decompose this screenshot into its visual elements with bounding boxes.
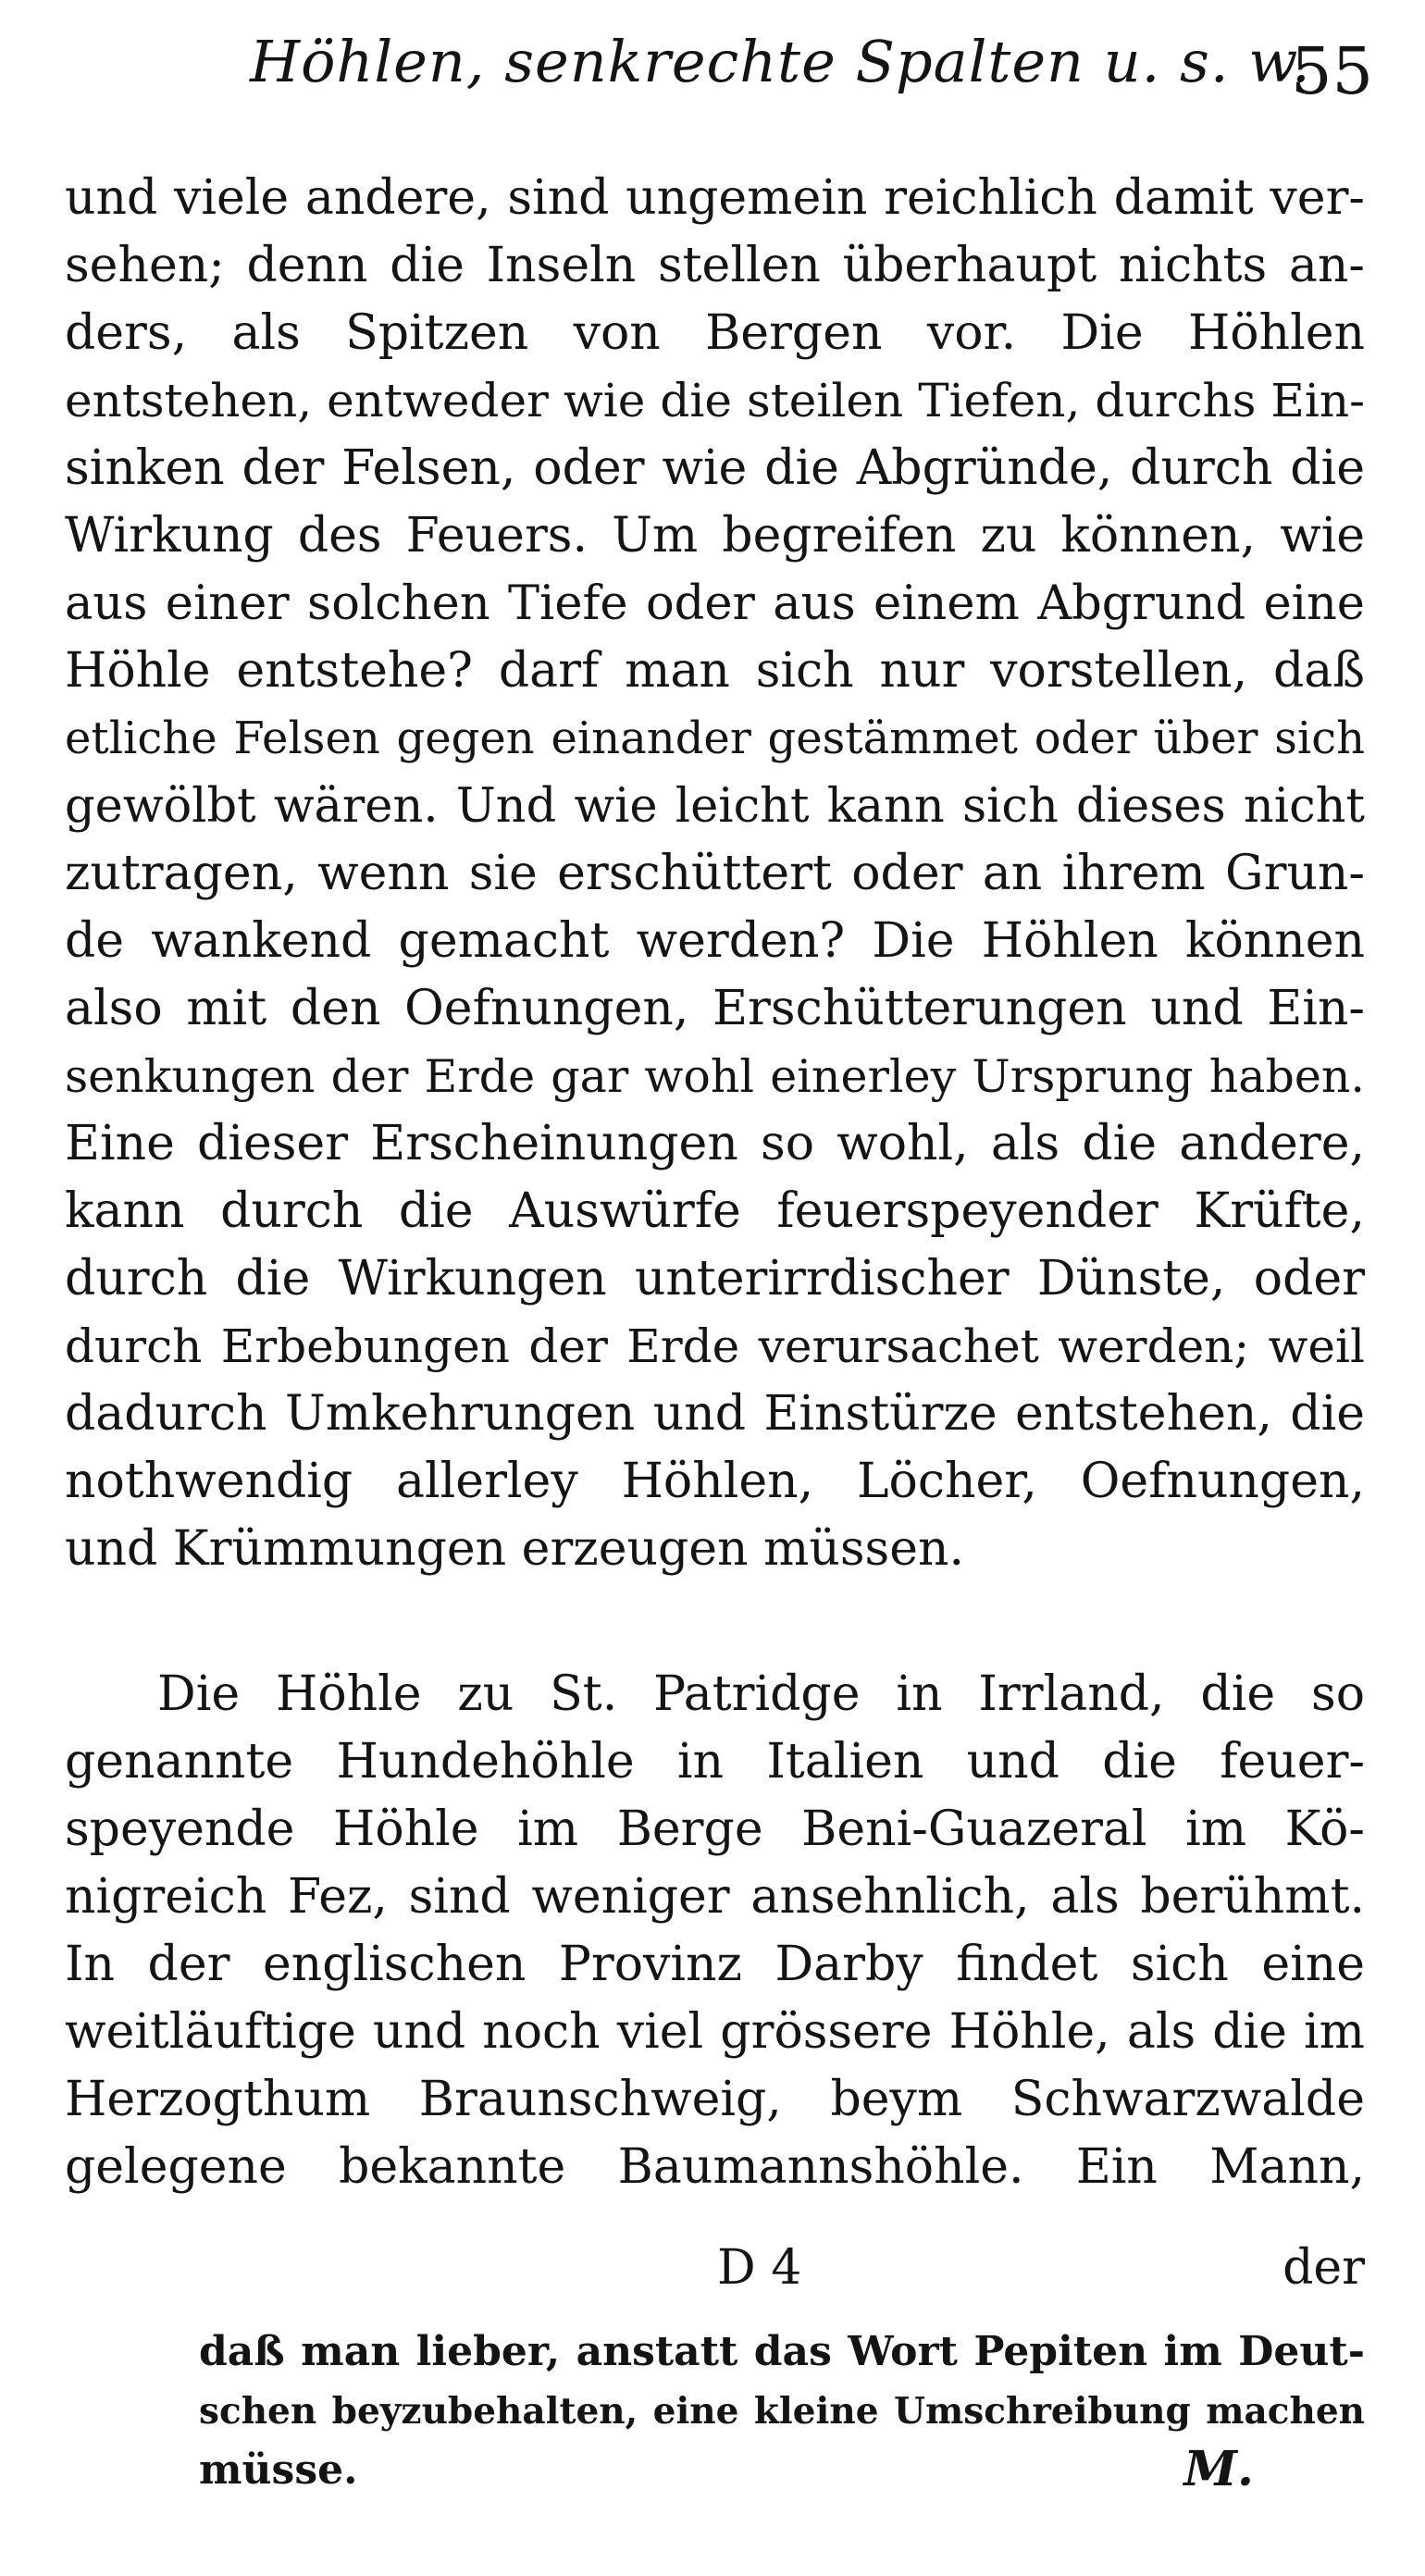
text-line: ders, als Spitzen von Bergen vor. Die Höhlen <box>65 305 1365 361</box>
page-number: 55 <box>1291 33 1374 109</box>
text-line: gewölbt wären. Und wie leicht kann sich dieses nicht <box>65 779 1365 834</box>
footnote-line: müsse. <box>199 2446 358 2494</box>
body-paragraph-2 <box>65 1661 1365 2201</box>
footnote-line: schen beyzubehalten, eine kleine Umschreibung machen <box>199 2390 1365 2433</box>
text-line: zutragen, wenn sie erschüttert oder an ihrem Grun- <box>65 846 1365 901</box>
running-head <box>0 28 1425 130</box>
body-paragraph-1 <box>65 165 1365 1583</box>
text-line: aus einer solchen Tiefe oder aus einem Abgrund eine <box>65 576 1365 631</box>
text-line: senkungen der Erde gar wohl einerley Ursprung haben. <box>65 1050 1365 1103</box>
text-line: durch die Wirkungen unterirrdischer Dünste, oder <box>65 1251 1365 1307</box>
footnote-line: daß man lieber, anstatt das Wort Pepiten im Deut- <box>199 2328 1365 2375</box>
text-line: Wirkung des Feuers. Um begreifen zu können, wie <box>65 508 1365 564</box>
text-line: genannte Hundehöhle in Italien und die feuer- <box>65 1734 1365 1790</box>
text-line: Höhle entstehe? darf man sich nur vorstellen, daß <box>65 643 1365 699</box>
text-line: und Krümmungen erzeugen müssen. <box>65 1521 965 1577</box>
footnote-author-mark: M. <box>1183 2441 1254 2497</box>
text-line: Herzogthum Braunschweig, beym Schwarzwalde <box>65 2072 1365 2127</box>
text-line: kann durch die Auswürfe feuerspeyender Krüfte, <box>65 1183 1365 1239</box>
catchword: der <box>1282 2240 1365 2296</box>
text-line: sehen; denn die Inseln stellen überhaupt nichts an- <box>65 238 1365 293</box>
text-line: sinken der Felsen, oder wie die Abgründe, durch die <box>65 440 1365 496</box>
text-line: nigreich Fez, sind weniger ansehnlich, als berühmt. <box>65 1869 1365 1925</box>
text-line: entstehen, entweder wie die steilen Tiefen, durchs Ein- <box>65 374 1365 427</box>
text-line: nothwendig allerley Höhlen, Löcher, Oefnungen, <box>65 1454 1365 1509</box>
text-line: etliche Felsen gegen einander gestämmet oder über sich <box>65 712 1365 764</box>
text-line: Eine dieser Erscheinungen so wohl, als die andere, <box>65 1116 1365 1171</box>
text-line: Die Höhle zu St. Patridge in Irrland, die so <box>157 1666 1365 1722</box>
text-line: also mit den Oefnungen, Erschütterungen und Ein- <box>65 981 1365 1036</box>
text-line: speyende Höhle im Berge Beni-Guazeral im Kö- <box>65 1802 1365 1857</box>
text-line: In der englischen Provinz Darby findet sich eine <box>65 1937 1365 1992</box>
text-line: dadurch Umkehrungen und Einstürze entstehen, die <box>65 1386 1365 1442</box>
text-line: weitläuftige und noch viel grössere Höhle, als die im <box>65 2004 1365 2060</box>
text-line: gelegene bekannte Baumannshöhle. Ein Mann, <box>65 2139 1365 2195</box>
footnote <box>199 2322 1365 2500</box>
text-line: de wankend gemacht werden? Die Höhlen können <box>65 913 1365 969</box>
text-line: durch Erbebungen der Erde verursachet werden; weil <box>65 1319 1365 1373</box>
signature-mark: D 4 <box>717 2240 802 2296</box>
signature-row <box>65 2235 1365 2302</box>
text-line: und viele andere, sind ungemein reichlich damit ver- <box>65 170 1365 226</box>
running-title: Höhlen, senkrechte Spalten u. s. w. <box>250 28 1311 95</box>
